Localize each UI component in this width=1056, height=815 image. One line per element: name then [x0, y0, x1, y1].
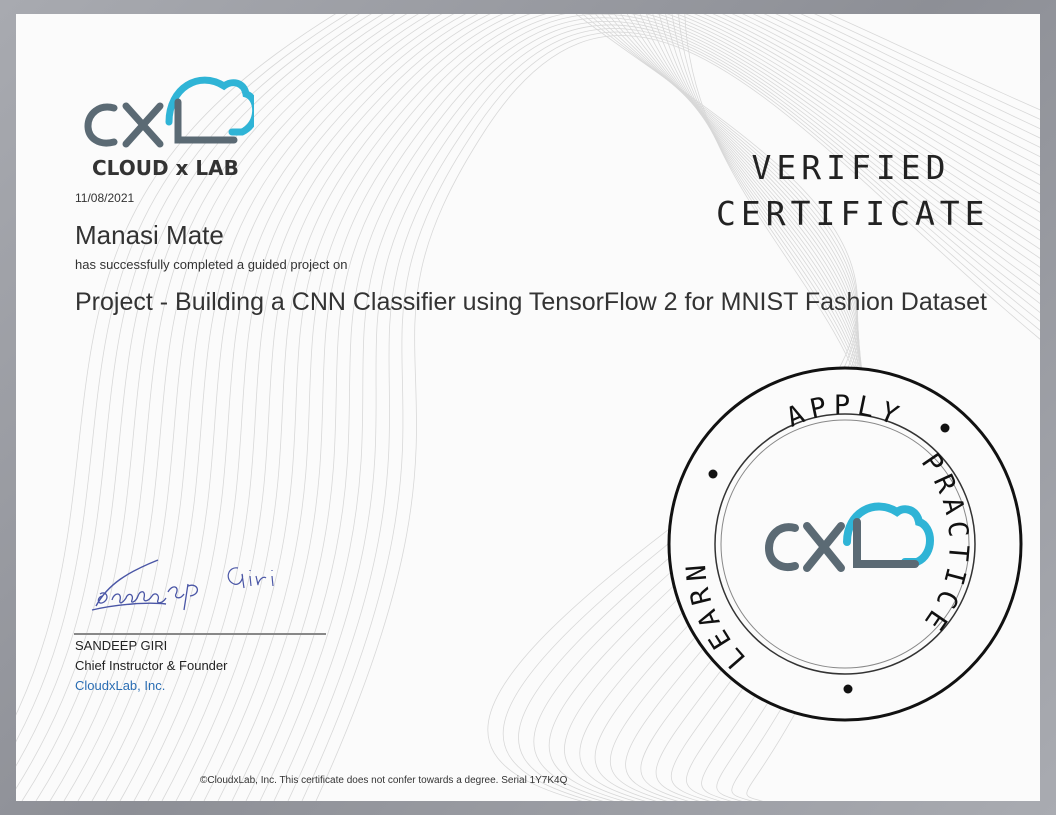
recipient-name: Manasi Mate [75, 220, 224, 250]
signature-line [74, 633, 326, 635]
signatory-name: SANDEEP GIRI [75, 638, 168, 653]
completion-text: has successfully completed a guided project on [75, 257, 348, 272]
signature-image [88, 554, 298, 624]
project-title: Project - Building a CNN Classifier using TensorFlow 2 for MNIST Fashion Dataset [75, 288, 987, 316]
seal-text-top: APPLY [781, 390, 909, 434]
verified-certificate-heading [716, 145, 990, 237]
signatory-title: Chief Instructor & Founder [75, 658, 228, 673]
certificate-paper [16, 14, 1040, 801]
heading-line-1: VERIFIED [751, 148, 951, 187]
cloudxlab-logo [74, 60, 254, 185]
apply-practice-learn-seal [665, 364, 1025, 724]
footer-disclaimer: ©CloudxLab, Inc. This certificate does not confer towards a degree. Serial 1Y7K4Q [200, 775, 568, 786]
seal-text-right: PRACTICE [914, 447, 974, 641]
heading-line-2: CERTIFICATE [716, 194, 990, 233]
signatory-company: CloudxLab, Inc. [75, 678, 166, 693]
logo-text: CLOUD x LAB [92, 156, 239, 180]
issue-date: 11/08/2021 [75, 191, 135, 205]
seal-text-left: LEARN [680, 557, 753, 675]
